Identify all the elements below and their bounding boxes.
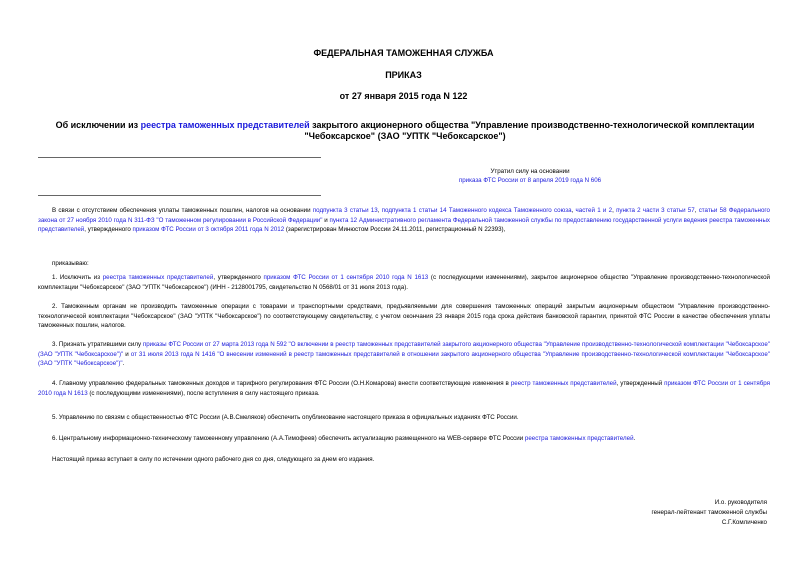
item-3-order-592-link[interactable]: приказы ФТС России от 27 марта 2013 года N 592 "О включении в реестр таможенных представителей закрытого акционерного общества "Управление производственно-технологической комплектации "Чебоксарское" (ЗАО "УПТК "Чебоксарское")"	[38, 341, 770, 358]
signature-block	[507, 498, 767, 528]
signature-position: И.о. руководителя	[714, 499, 767, 506]
preamble-link[interactable]: пункта 2 части 3 статьи 57	[616, 207, 695, 214]
lost-force-link[interactable]: приказа ФТС России от 8 апреля 2019 года N 606	[458, 177, 602, 184]
preamble-link[interactable]: частей 1 и 2	[575, 207, 613, 214]
item-4-text: 4. Главному управлению федеральных таможенных доходов и тарифного регулирования ФТС России (О.Н.Комарова) внести соответствующие изменения в	[52, 380, 511, 387]
item-6-registry-link[interactable]: реестра таможенных представителей	[524, 435, 634, 442]
preamble-link[interactable]: пункта 12 Административного регламента Федеральной таможенной службы по предоставлению государственной услуги ведения реестра таможенных представителей	[38, 216, 770, 234]
preamble-text: (зарегистрирован Минюстом России 24.11.2011, регистрационный N 22393),	[284, 226, 506, 234]
item-3-order-1416-link[interactable]: от 31 июля 2013 года N 1416 "О внесении изменений в реестр таможенных представителей в отношении закрытого акционерного общества "Управление производственно-технологической комплектации "Чебоксарское" (ЗАО "УПТК "Чебоксарское")"	[38, 350, 770, 368]
item-4-paragraph	[38, 379, 770, 398]
item-1-text: 1. Исключить из	[52, 274, 103, 281]
document-subject	[40, 120, 770, 142]
preamble-text: ,	[612, 207, 617, 214]
subject-registry-link[interactable]: реестра таможенных представителей	[140, 120, 310, 130]
document-date-number: от 27 января 2015 года N 122	[339, 91, 468, 101]
item-6-text: .	[633, 435, 636, 442]
item-1-order-link[interactable]: приказом ФТС России от 1 сентября 2010 года N 1613	[263, 274, 429, 281]
preamble-text: и	[322, 216, 330, 224]
item-3-text: и	[123, 350, 131, 358]
item-6-text: 6. Центральному информационно-техническому таможенному управлению (А.А.Тимофеев) обеспечить актуализацию размещенного на WEB-сервере ФТС России	[52, 435, 525, 442]
item-3-paragraph	[38, 340, 770, 369]
item-4-registry-link[interactable]: реестр таможенных представителей	[510, 380, 617, 387]
item-4-order-link[interactable]: приказом ФТС России от 1 сентября 2010 года N 1613	[38, 380, 770, 397]
signature-name: С.Г.Комличенко	[721, 519, 767, 526]
lost-force-text: Утратил силу на основании	[490, 168, 570, 175]
item-6-paragraph	[38, 434, 770, 444]
item-3-text: .	[122, 360, 125, 368]
divider-top	[38, 157, 321, 158]
preamble-link[interactable]: приказом ФТС России от 3 октября 2011 года N 2012	[132, 226, 285, 234]
preamble-text: ,	[694, 207, 699, 214]
preamble-paragraph	[38, 206, 770, 235]
lost-force-note	[330, 167, 730, 185]
document-type: ПРИКАЗ	[385, 70, 422, 80]
item-4-text: , утвержденный	[616, 380, 665, 387]
order-word: приказываю:	[52, 260, 89, 267]
subject-text-2: закрытого акционерного общества "Управление производственно-технологической комплектации "Чебоксарское" (ЗАО "УПТК "Чебоксарское")	[304, 120, 755, 141]
item-5-paragraph: 5. Управлению по связям с общественностью ФТС России (А.В.Смеляков) обеспечить опубликование настоящего приказа в официальных изданиях ФТС России.	[52, 414, 519, 421]
subject-text-1: Об исключении из	[55, 120, 141, 130]
agency-title: ФЕДЕРАЛЬНАЯ ТАМОЖЕННАЯ СЛУЖБА	[313, 48, 494, 58]
closing-paragraph: Настоящий приказ вступает в силу по истечении одного рабочего дня со дня, следующего за днем его издания.	[52, 456, 375, 463]
preamble-text: В связи с отсутствием обеспечения уплаты таможенных пошлин, налогов на основании	[52, 207, 313, 214]
item-1-registry-link[interactable]: реестра таможенных представителей	[102, 274, 214, 281]
signature-rank: генерал-лейтенант таможенной службы	[651, 509, 767, 516]
preamble-link[interactable]: подпункта 1 статьи 14 Таможенного кодекса Таможенного союза	[381, 207, 572, 214]
preamble-text: , утвержденного	[84, 226, 133, 234]
preamble-link[interactable]: статьи 58 Федерального закона от 27 ноября 2010 года N 311-ФЗ "О таможенном регулировании в Российской Федерации"	[38, 207, 770, 224]
item-1-text: (с последующими изменениями), закрытое акционерное общество "Управление производственно-технологической комплектации "Чебоксарское" (ЗАО "УПТК "Чебоксарское") (ИНН - 2128001795, свидетельство N 0568/01 от 31 июля 2013 года).	[38, 274, 771, 291]
item-4-text: (с последующими изменениями), после вступления в силу настоящего приказа.	[87, 389, 320, 397]
item-2-paragraph: 2. Таможенным органам не производить таможенные операции с товарами и транспортными средствами, предъявляемыми для совершения таможенных операций закрытым акционерным обществом "Управление производственно-технологической комплектации "Чебоксарское" (ЗАО "УПТК "Чебоксарское") по соответствующему свидетельству, с учетом окончания 23 января 2015 года срока действия банковской гарантии, принятой ФТС России в качестве обеспечения уплаты таможенных пошлин, налогов.	[38, 303, 770, 330]
item-1-text: , утвержденного	[213, 274, 264, 281]
item-3-text: 3. Признать утратившими силу	[52, 341, 143, 348]
preamble-text: ,	[377, 207, 382, 214]
preamble-link[interactable]: подпункта 3 статьи 13	[312, 207, 378, 214]
item-1-paragraph	[38, 273, 770, 292]
divider-bottom	[38, 195, 321, 196]
preamble-text: ,	[571, 207, 576, 214]
